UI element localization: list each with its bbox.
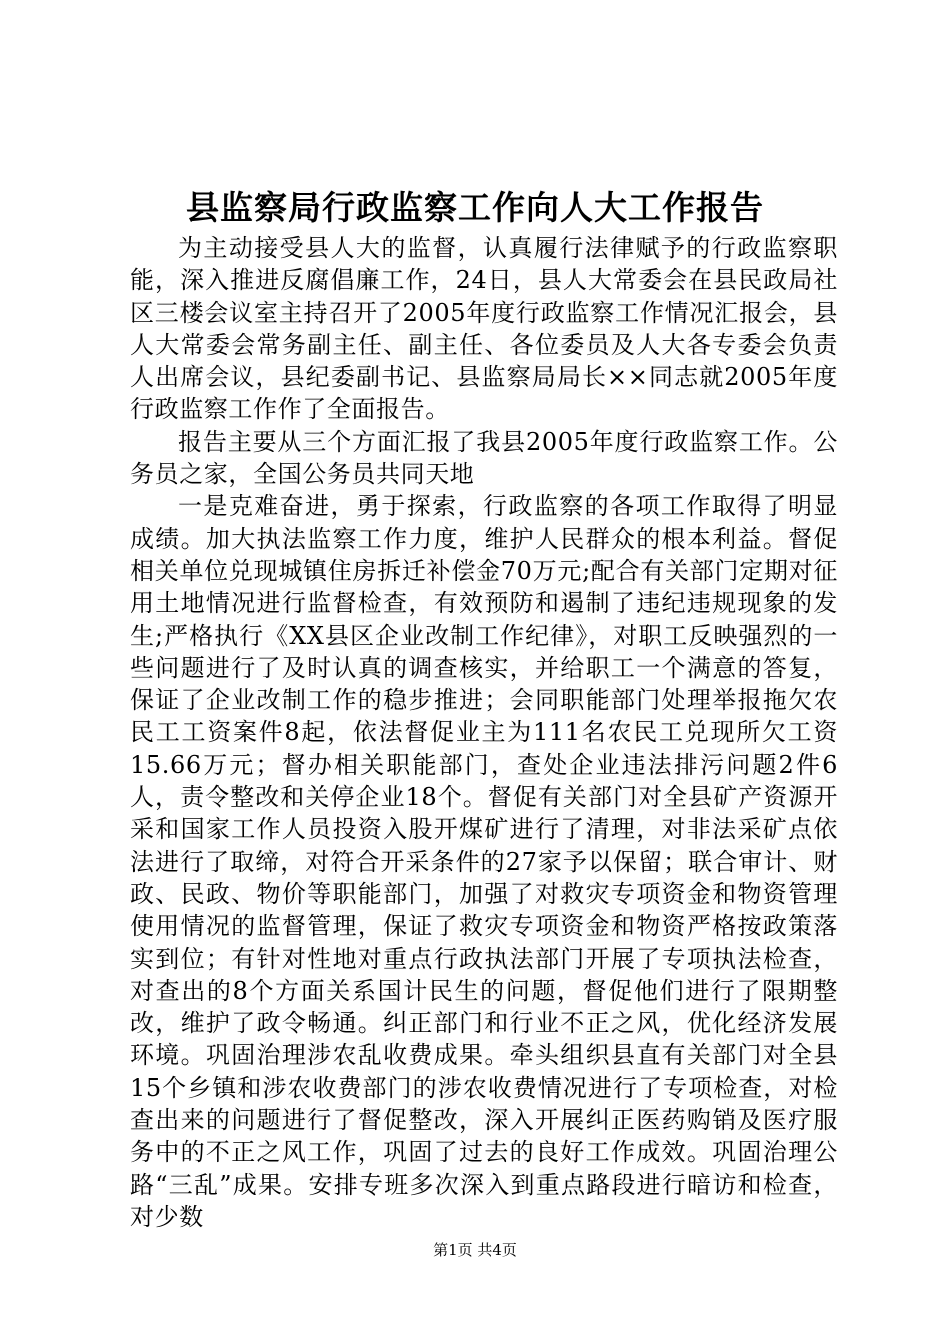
paragraph-achievements: 一是克难奋进，勇于探索，行政监察的各项工作取得了明显成绩。加大执法监察工作力度，维护人民群众的根本利益。督促相关单位兑现城镇住房拆迁补偿金70万元;配合有关部门定期对征用土地情况进行监督检查，有效预防和遏制了违纪违规现象的发生;严格执行《XX县区企业改制工作纪律》，对职工反映强烈的一些问题进行了及时认真的调查核实，并给职工一个满意的答复，保证了企业改制工作的稳步推进；会同职能部门处理举报拖欠农民工工资案件8起，依法督促业主为111名农民工兑现所欠工资15.66万元；督办相关职能部门，查处企业违法排污问题2件6人，责令整改和关停企业18个。督促有关部门对全县矿产资源开采和国家工作人员投资入股开煤矿进行了清理，对非法采矿点依法进行了取缔，对符合开采条件的27家予以保留；联合审计、财政、民政、物价等职能部门，加强了对救灾专项资金和物资管理使用情况的监督管理，保证了救灾专项资金和物资严格按政策落实到位；有针对性地对重点行政执法部门开展了专项执法检查，对查出的8个方面关系国计民生的问题，督促他们进行了限期整改，维护了政令畅通。纠正部门和行业不正之风，优化经济发展环境。巩固治理涉农乱收费成果。牵头组织县直有关部门对全县15个乡镇和涉农收费部门的涉农收费情况进行了专项检查，对检查出来的问题进行了督促整改，深入开展纠正医药购销及医疗服务中的不正之风工作，巩固了过去的良好工作成效。巩固治理公路“三乱”成果。安排专班多次深入到重点路段进行暗访和检查，对少数 [130, 492, 838, 1231]
paragraph-summary: 报告主要从三个方面汇报了我县2005年度行政监察工作。公务员之家，全国公务员共同天地 [130, 427, 838, 489]
document-title: 县监察局行政监察工作向人大工作报告 [186, 188, 764, 227]
paragraph-intro: 为主动接受县人大的监督，认真履行法律赋予的行政监察职能，深入推进反腐倡廉工作，24日，县人大常委会在县民政局社区三楼会议室主持召开了2005年度行政监察工作情况汇报会，县人大常委会常务副主任、副主任、各位委员及人大各专委会负责人出席会议，县纪委副书记、县监察局局长××同志就2005年度行政监察工作作了全面报告。 [130, 234, 838, 424]
document-body [130, 232, 838, 1233]
page-number-footer: 第1页 共4页 [433, 1241, 517, 1259]
